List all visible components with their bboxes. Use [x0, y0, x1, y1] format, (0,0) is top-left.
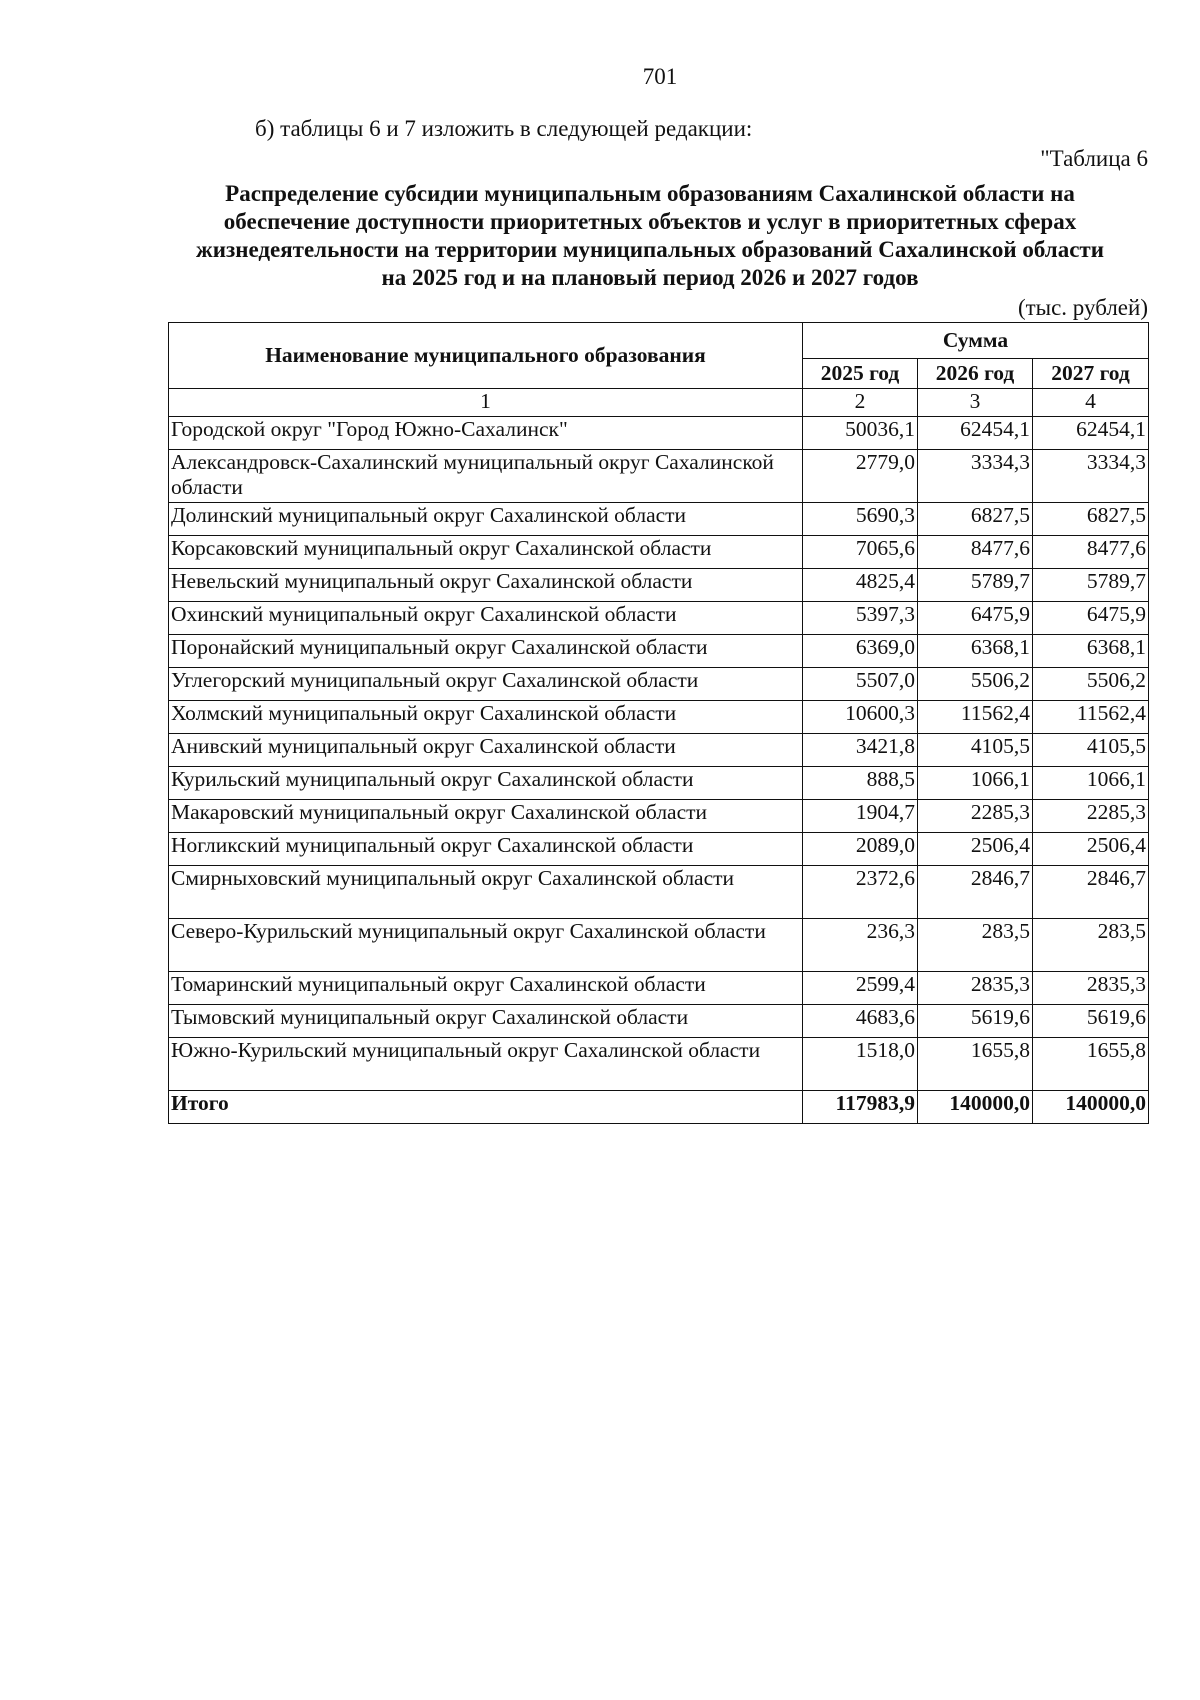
value-2025: 2089,0 [803, 833, 918, 866]
value-2026: 6827,5 [918, 503, 1033, 536]
value-2027: 5619,6 [1033, 1005, 1149, 1038]
value-2027: 6368,1 [1033, 635, 1149, 668]
table-row [169, 833, 1149, 866]
row-name: Холмский муниципальный округ Сахалинской области [169, 701, 803, 734]
value-2025: 7065,6 [803, 536, 918, 569]
value-2026: 1655,8 [918, 1038, 1033, 1091]
row-name: Поронайский муниципальный округ Сахалинской области [169, 635, 803, 668]
column-number: 1 [169, 389, 803, 417]
table-row [169, 866, 1149, 919]
units-label: (тыс. рублей) [1017, 295, 1148, 320]
header-year-2025: 2025 год [803, 359, 918, 389]
value-2025: 4683,6 [803, 1005, 918, 1038]
table-row [169, 800, 1149, 833]
value-2027: 8477,6 [1033, 536, 1149, 569]
value-2026: 2285,3 [918, 800, 1033, 833]
table-row [169, 972, 1149, 1005]
row-name: Курильский муниципальный округ Сахалинской области [169, 767, 803, 800]
value-2026: 62454,1 [918, 417, 1033, 450]
value-2025: 10600,3 [803, 701, 918, 734]
value-2025: 50036,1 [803, 417, 918, 450]
row-name: Невельский муниципальный округ Сахалинской области [169, 569, 803, 602]
value-2026: 2835,3 [918, 972, 1033, 1005]
value-2025: 3421,8 [803, 734, 918, 767]
row-name: Александровск-Сахалинский муниципальный округ Сахалинской области [169, 450, 803, 503]
value-2027: 2835,3 [1033, 972, 1149, 1005]
table-row [169, 767, 1149, 800]
header-name: Наименование муниципального образования [169, 323, 803, 389]
table-row [169, 668, 1149, 701]
table-row [169, 536, 1149, 569]
value-2025: 236,3 [803, 919, 918, 972]
value-2026: 2846,7 [918, 866, 1033, 919]
row-name: Смирныховский муниципальный округ Сахалинской области [169, 866, 803, 919]
table-row [169, 1038, 1149, 1091]
value-2025: 2372,6 [803, 866, 918, 919]
row-name: Северо-Курильский муниципальный округ Сахалинской области [169, 919, 803, 972]
value-2027: 2285,3 [1033, 800, 1149, 833]
value-2025: 1904,7 [803, 800, 918, 833]
value-2026: 6368,1 [918, 635, 1033, 668]
value-2027: 62454,1 [1033, 417, 1149, 450]
header-year-2026: 2026 год [918, 359, 1033, 389]
value-2026: 3334,3 [918, 450, 1033, 503]
table-row [169, 450, 1149, 503]
header-year-2027: 2027 год [1033, 359, 1149, 389]
value-2027: 2506,4 [1033, 833, 1149, 866]
total-2026: 140000,0 [918, 1091, 1033, 1124]
value-2027: 2846,7 [1033, 866, 1149, 919]
row-name: Южно-Курильский муниципальный округ Сахалинской области [169, 1038, 803, 1091]
value-2025: 4825,4 [803, 569, 918, 602]
total-row [169, 1091, 1149, 1124]
row-name: Долинский муниципальный округ Сахалинской области [169, 503, 803, 536]
column-number: 2 [803, 389, 918, 417]
value-2027: 5506,2 [1033, 668, 1149, 701]
value-2026: 5506,2 [918, 668, 1033, 701]
table-row [169, 569, 1149, 602]
table-row [169, 734, 1149, 767]
row-name: Городской округ "Город Южно-Сахалинск" [169, 417, 803, 450]
column-number: 4 [1033, 389, 1149, 417]
value-2025: 6369,0 [803, 635, 918, 668]
total-label: Итого [169, 1091, 803, 1124]
value-2025: 2779,0 [803, 450, 918, 503]
value-2027: 5789,7 [1033, 569, 1149, 602]
column-number: 3 [918, 389, 1033, 417]
value-2026: 11562,4 [918, 701, 1033, 734]
total-2025: 117983,9 [803, 1091, 918, 1124]
value-2026: 8477,6 [918, 536, 1033, 569]
table-title [150, 180, 1150, 292]
header-sum: Сумма [803, 323, 1149, 359]
row-name: Корсаковский муниципальный округ Сахалинской области [169, 536, 803, 569]
value-2026: 1066,1 [918, 767, 1033, 800]
intro-text: б) таблицы 6 и 7 изложить в следующей редакции: [255, 116, 753, 141]
page-number: 701 [642, 64, 678, 89]
table-row [169, 635, 1149, 668]
value-2025: 2599,4 [803, 972, 918, 1005]
table-row [169, 602, 1149, 635]
row-name: Охинский муниципальный округ Сахалинской области [169, 602, 803, 635]
row-name: Ногликский муниципальный округ Сахалинской области [169, 833, 803, 866]
value-2026: 283,5 [918, 919, 1033, 972]
value-2027: 11562,4 [1033, 701, 1149, 734]
value-2025: 5397,3 [803, 602, 918, 635]
title-line: обеспечение доступности приоритетных объектов и услуг в приоритетных сферах [223, 209, 1077, 234]
table-row [169, 417, 1149, 450]
value-2027: 283,5 [1033, 919, 1149, 972]
row-name: Тымовский муниципальный округ Сахалинской области [169, 1005, 803, 1038]
row-name: Углегорский муниципальный округ Сахалинской области [169, 668, 803, 701]
table-row [169, 1005, 1149, 1038]
total-2027: 140000,0 [1033, 1091, 1149, 1124]
table-label: "Таблица 6 [1040, 146, 1148, 171]
value-2026: 2506,4 [918, 833, 1033, 866]
value-2027: 4105,5 [1033, 734, 1149, 767]
table-row [169, 701, 1149, 734]
title-line: на 2025 год и на плановый период 2026 и 2027 годов [381, 265, 919, 290]
value-2027: 6827,5 [1033, 503, 1149, 536]
subsidy-table [168, 322, 1149, 1124]
table-row [169, 503, 1149, 536]
value-2027: 1655,8 [1033, 1038, 1149, 1091]
title-line: Распределение субсидии муниципальным образованиям Сахалинской области на [225, 181, 1075, 206]
value-2025: 5507,0 [803, 668, 918, 701]
value-2026: 6475,9 [918, 602, 1033, 635]
row-name: Томаринский муниципальный округ Сахалинской области [169, 972, 803, 1005]
row-name: Макаровский муниципальный округ Сахалинской области [169, 800, 803, 833]
title-line: жизнедеятельности на территории муниципальных образований Сахалинской области [196, 237, 1104, 262]
value-2027: 1066,1 [1033, 767, 1149, 800]
value-2026: 5619,6 [918, 1005, 1033, 1038]
row-name: Анивский муниципальный округ Сахалинской области [169, 734, 803, 767]
value-2027: 6475,9 [1033, 602, 1149, 635]
table-row [169, 919, 1149, 972]
value-2025: 1518,0 [803, 1038, 918, 1091]
value-2026: 5789,7 [918, 569, 1033, 602]
value-2025: 888,5 [803, 767, 918, 800]
value-2026: 4105,5 [918, 734, 1033, 767]
table-body [169, 417, 1149, 1124]
value-2025: 5690,3 [803, 503, 918, 536]
value-2027: 3334,3 [1033, 450, 1149, 503]
